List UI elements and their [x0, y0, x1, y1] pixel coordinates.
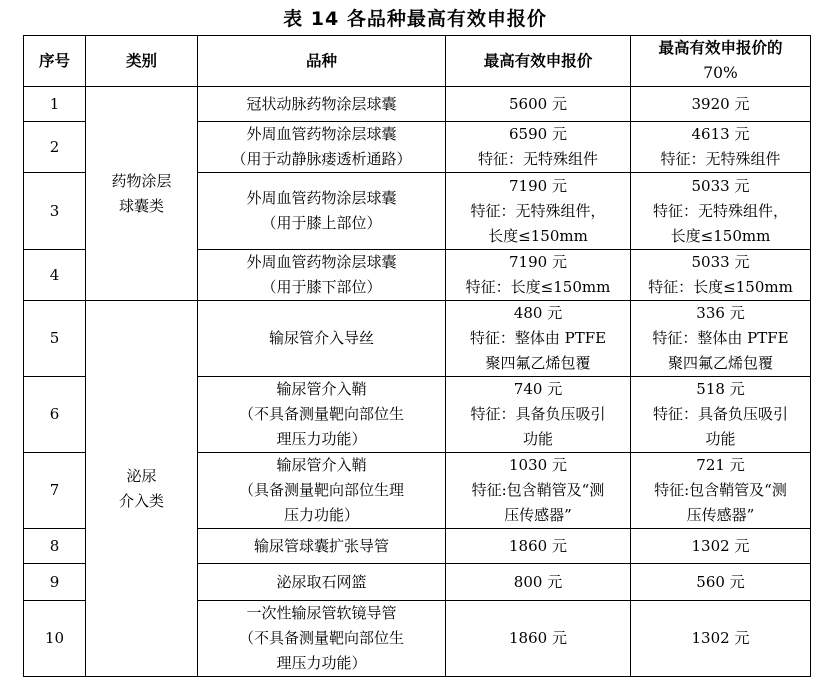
pct-price-cell [631, 377, 811, 453]
pct-price-cell [631, 122, 811, 173]
variety-cell-line: 压力功能） [283, 506, 359, 524]
pct-price-cell [631, 529, 811, 564]
pct-price-cell-line: 长度≤150mm [670, 226, 771, 245]
category-urology [86, 301, 198, 677]
max-price-cell-line: 1860 元 [509, 536, 567, 555]
table-row [24, 87, 811, 122]
pct-price-cell [631, 87, 811, 122]
max-price-cell-line: 特征:包含鞘管及“测 [471, 481, 605, 499]
max-price-cell [446, 453, 631, 529]
variety-cell [198, 564, 446, 601]
row-seq: 2 [24, 122, 86, 173]
header-max-price: 最高有效申报价 [446, 36, 631, 87]
max-price-cell [446, 250, 631, 301]
max-price-cell-line: 1030 元 [509, 456, 567, 474]
variety-cell-line: 外周血管药物涂层球囊 [246, 125, 397, 143]
variety-cell-line: 泌尿取石网篮 [276, 572, 367, 591]
max-price-cell-line: 7190 元 [509, 253, 567, 271]
variety-cell-line: 输尿管球囊扩张导管 [253, 536, 389, 555]
pct-price-cell [631, 453, 811, 529]
pct-price-cell-line: 3920 元 [691, 94, 750, 113]
pct-price-cell [631, 564, 811, 601]
price-table [23, 35, 811, 677]
variety-cell-line: 输尿管介入鞘 [276, 380, 367, 398]
pct-price-cell-line: 特征：具备负压吸引 [652, 405, 788, 423]
variety-cell-line: 一次性输尿管软镜导管 [246, 604, 397, 622]
pct-price-cell-line: 特征：整体由 PTFE [652, 329, 789, 347]
pct-price-cell-line: 1302 元 [691, 536, 750, 555]
max-price-cell-line: 740 元 [513, 380, 563, 398]
header-pct-price-line2: 70% [703, 64, 738, 82]
pct-price-cell-line: 聚四氟乙烯包覆 [667, 354, 773, 372]
max-price-cell-line: 1860 元 [509, 629, 567, 647]
category-label-line: 介入类 [118, 491, 164, 510]
max-price-cell-line: 功能 [522, 430, 553, 448]
pct-price-cell-line: 特征：无特殊组件 [660, 150, 781, 168]
header-pct-price [631, 36, 811, 87]
max-price-cell-line: 压传感器” [504, 506, 572, 524]
header-seq: 序号 [24, 36, 86, 87]
variety-cell [198, 250, 446, 301]
category-drug-coated [86, 87, 198, 301]
variety-cell-line: （用于动静脉瘘透析通路） [231, 150, 412, 168]
variety-cell [198, 453, 446, 529]
max-price-cell-line: 特征：整体由 PTFE [469, 329, 607, 347]
max-price-cell-line: 长度≤150mm [488, 226, 588, 245]
max-price-cell-line: 特征：无特殊组件， [470, 201, 606, 220]
variety-cell-line: 外周血管药物涂层球囊 [246, 189, 397, 207]
max-price-cell-line: 6590 元 [509, 125, 567, 143]
variety-cell-line: （用于膝下部位） [261, 278, 382, 296]
pct-price-cell-line: 特征:包含鞘管及“测 [654, 481, 787, 499]
row-seq: 9 [24, 564, 86, 601]
max-price-cell [446, 301, 631, 377]
pct-price-cell [631, 601, 811, 677]
pct-price-cell [631, 301, 811, 377]
max-price-cell-line: 特征：长度≤150mm [465, 278, 611, 296]
max-price-cell [446, 122, 631, 173]
variety-cell-line: 理压力功能） [276, 430, 367, 448]
variety-cell-line: （不具备测量靶向部位生 [238, 405, 404, 423]
category-label-line: 泌尿 [126, 466, 157, 485]
row-seq: 10 [24, 601, 86, 677]
header-pct-price-line1: 最高有效申报价的 [658, 39, 783, 57]
header-category: 类别 [86, 36, 198, 87]
pct-price-cell-line: 336 元 [696, 304, 745, 322]
max-price-cell [446, 377, 631, 453]
row-seq: 6 [24, 377, 86, 453]
max-price-cell-line: 特征：无特殊组件 [477, 150, 598, 168]
variety-cell-line: 外周血管药物涂层球囊 [246, 253, 397, 271]
row-seq: 4 [24, 250, 86, 301]
pct-price-cell-line: 特征：无特殊组件， [652, 201, 788, 220]
max-price-cell-line: 800 元 [513, 572, 563, 591]
pct-price-cell [631, 173, 811, 250]
max-price-cell-line: 480 元 [513, 304, 563, 322]
max-price-cell-line: 聚四氟乙烯包覆 [485, 354, 591, 372]
max-price-cell [446, 601, 631, 677]
variety-cell-line: 输尿管介入鞘 [276, 456, 367, 474]
variety-cell [198, 301, 446, 377]
max-price-cell [446, 564, 631, 601]
variety-cell [198, 87, 446, 122]
pct-price-cell-line: 721 元 [696, 456, 745, 474]
pct-price-cell-line: 518 元 [696, 380, 745, 398]
max-price-cell [446, 173, 631, 250]
table-row [24, 301, 811, 377]
variety-cell-line: 冠状动脉药物涂层球囊 [246, 94, 397, 113]
variety-cell-line: 输尿管介入导丝 [268, 329, 374, 347]
header-row [24, 36, 811, 87]
table-title: 表 14 各品种最高有效申报价 [283, 8, 547, 30]
variety-cell-line: 理压力功能） [276, 654, 367, 672]
category-label-line: 球囊类 [118, 196, 164, 215]
pct-price-cell-line: 5033 元 [691, 176, 750, 195]
variety-cell [198, 529, 446, 564]
row-seq: 8 [24, 529, 86, 564]
variety-cell [198, 173, 446, 250]
max-price-cell-line: 5600 元 [509, 94, 567, 113]
row-seq: 5 [24, 301, 86, 377]
header-variety: 品种 [198, 36, 446, 87]
max-price-cell [446, 529, 631, 564]
max-price-cell-line: 特征：具备负压吸引 [470, 405, 606, 423]
variety-cell [198, 377, 446, 453]
variety-cell-line: （具备测量靶向部位生理 [238, 481, 404, 499]
variety-cell [198, 122, 446, 173]
row-seq: 7 [24, 453, 86, 529]
pct-price-cell-line: 压传感器” [686, 506, 755, 524]
max-price-cell-line: 7190 元 [509, 176, 567, 195]
pct-price-cell-line: 功能 [705, 430, 736, 448]
pct-price-cell-line: 特征：长度≤150mm [648, 278, 793, 296]
variety-cell-line: （用于膝上部位） [261, 214, 382, 232]
pct-price-cell-line: 1302 元 [691, 629, 750, 647]
pct-price-cell-line: 560 元 [696, 572, 745, 591]
row-seq: 1 [24, 87, 86, 122]
pct-price-cell-line: 4613 元 [691, 125, 750, 143]
category-label-line: 药物涂层 [111, 171, 172, 190]
pct-price-cell-line: 5033 元 [691, 253, 750, 271]
row-seq: 3 [24, 173, 86, 250]
pct-price-cell [631, 250, 811, 301]
variety-cell [198, 601, 446, 677]
max-price-cell [446, 87, 631, 122]
variety-cell-line: （不具备测量靶向部位生 [238, 629, 404, 647]
